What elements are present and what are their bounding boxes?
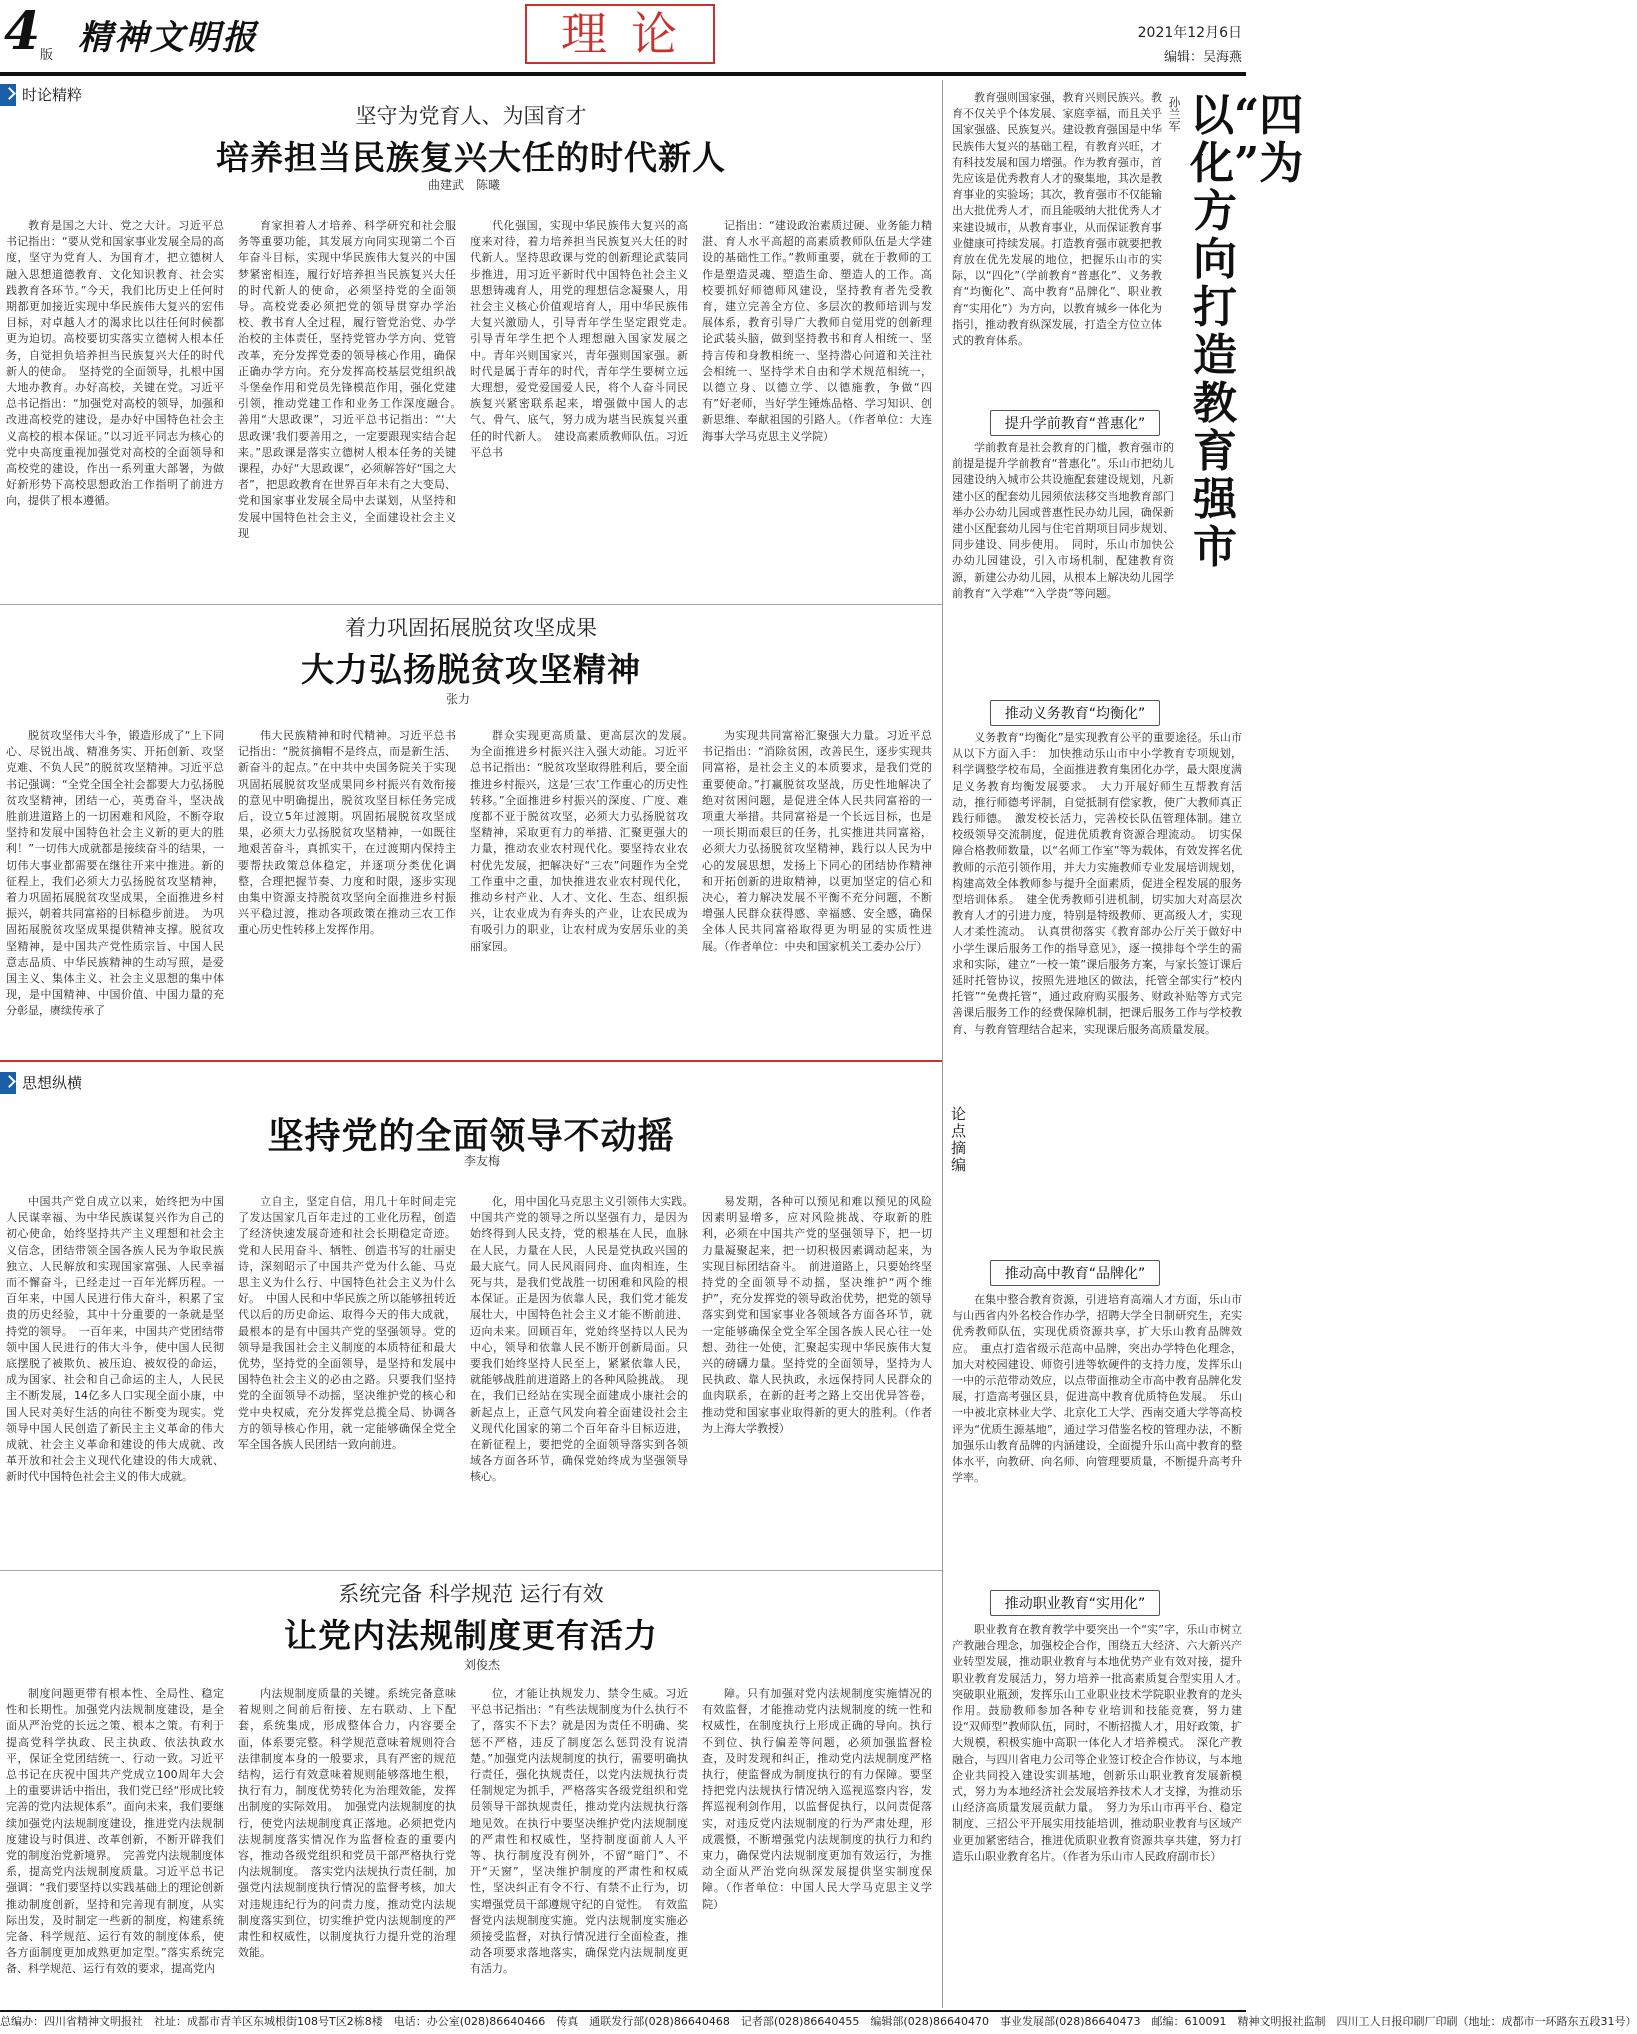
article4-column-1: 制度问题更带有根本性、全局性、稳定性和长期性。加强党内法规制度建设，是全面从严治党的长远之策、根本之策。有利于提高党科学执政、民主执政、依法执政水平，保证全党团结统一、行动一致。习近平总书记在庆祝中国共产党成立100周年大会上的重要讲话中指出，我们党已经“形成比较完善的党内法规体系”。面向未来，我们要继续加强党内法规制度建设，推进党内法规制度建设与时俱进、改革创新，不断开辟我们党的制度治党新境界。 完善党内法规制度体系，提高党内法规制度质量。习近平总书记强调：“我们要坚持以实践基础上的理论创新推动制度创新，坚持和完善现有制度，从实际出发，及时制定一些新的制度，构建系统完备、科学规范、运行有效的制度体系，使各方面制度更加成熟更加定型。”落实系统完备、科学规范、运行有效的要求，提高党内 [6, 1687, 224, 1976]
article3-column-2: 立自主，坚定自信，用几十年时间走完了发达国家几百年走过的工业化历程，创造了经济快速发展奇迹和社会长期稳定奇迹。党和人民用奋斗、牺牲、创造书写的壮丽史诗，深刻昭示了中国共产党为什么能、马克思主义为什么行、中国特色社会主义为什么好。 中国人民和中华民族之所以能够扭转近代以后的历史命运、取得今天的伟大成就，最根本的是有中国共产党的坚强领导。党的领导是我国社会主义制度的本质特征和最大优势，坚持党的全面领导，是坚持和发展中国特色社会主义的必由之路。只要我们坚持党的全面领导不动摇，坚决维护党的核心和党中央权威，充分发挥党总揽全局、协调各方的领导核心作用，就一定能够确保全党全军全国各族人民团结一致向前进。 [238, 1195, 456, 1452]
article3-column-4: 易发期，各种可以预见和难以预见的风险因素明显增多，应对风险挑战、夺取新的胜利，必须在中国共产党的坚强领导下，把一切力量凝聚起来，把一切积极因素调动起来，为实现目标团结奋斗。 前进道路上，只要始终坚持党的全面领导不动摇，坚决维护“两个维护”，充分发挥党的领导政治优势，把党的领导落实到党和国家事业各领域各方面各环节，就一定能够确保全党全军全国各族人民心往一处想、劲往一处使，汇聚起实现中华民族伟大复兴的磅礴力量。坚持党的全面领导，坚持为人民执政、靠人民执政，永远保持同人民群众的血肉联系，在新的赶考之路上交出优异答卷，推动党和国家事业取得新的更大的胜利。（作者为上海大学教授） [702, 1195, 932, 1435]
side-label: 论点摘编 [946, 1100, 971, 1200]
article1-column-2: 育家担着人才培养、科学研究和社会服务等重要功能，其发展方向同实现第二个百年奋斗目标，实现中华民族伟大复兴的中国梦紧密相连，履行好培养担当民族复兴大任的时代新人的使命，必须坚持党的全面领导。高校党委必须把党的领导贯穿办学治校、教书育人全过程，履行管党治党、办学治校的主体责任，坚持党管办学方向、党管改革，充分发挥党委的领导核心作用，确保正确办学方向。充分发挥高校基层党组织战斗堡垒作用和党员先锋模范作用，强化党建引领，推动党建工作和业务工作深度融合。 善用“大思政课”，习近平总书记指出：“‘大思政课’我们要善用之，一定要跟现实结合起来。”思政课是落实立德树人根本任务的关键课程，办好“大思政课”，必须解答好“国之大者”，把思政教育在世界百年未有之大变局、党和国家事业发展全局中去谋划，从坚持和发展中国特色社会主义，全面建设社会主义现 [238, 219, 467, 540]
article2-headline: 大力弘扬脱贫攻坚精神 [301, 650, 641, 689]
article-divider [0, 1570, 942, 1571]
article1-column-4: 记指出：“建设政治素质过硬、业务能力精湛、育人水平高超的高素质教师队伍是大学建设的基础性工作。”教师重要，就在于教师的工作是塑造灵魂、塑造生命、塑造人的工作。高校要抓好师德师风建设，坚持教育者先受教育，建立完善全方位、多层次的教师培训与发展体系，教育引导广大教师自觉用党的创新理论武装头脑，做到坚持教书和育人相统一、坚持言传和身教相统一、坚持潜心问道和关注社会相统一、坚持学术自由和学术规范相统一，以德立身、以德立学、以德施教，争做“四有”好老师，当好学生锤炼品格、学习知识、创新思维、奉献祖国的引路人。（作者单位：大连海事大学马克思主义学院） [702, 219, 932, 443]
article-divider [0, 604, 942, 605]
article1-column-3: 代化强国，实现中华民族伟大复兴的高度来对待，着力培养担当民族复兴大任的时代新人。坚持思政课与党的创新理论武装同步推进，用习近平新时代中国特色社会主义思想铸魂育人，用党的理想信念凝聚人，用社会主义核心价值观培育人，用中华民族伟大复兴激励人，引导青年学生坚定跟党走。 引导青年学生把个人理想融入国家发展之中。青年兴则国家兴，青年强则国家强。新时代是属于青年的时代，青年学生要树立远大理想，爱党爱国爱人民，将个人奋斗同民族复兴紧密联系起来，增强做中国人的志气、骨气、底气，努力成为堪当民族复兴重任的时代新人。 建设高素质教师队伍。习近平总书 [470, 219, 699, 459]
right-intro: 教育强则国家强，教育兴则民族兴。教育不仅关乎个体发展、家庭幸福，而且关乎国家强盛、民族复兴。建设教育强国是中华民族伟大复兴的基础工程，有教育兴旺，才有科技发展和国力增强。作为教育强市，首先应该是优秀教育人才的聚集地，其次是教育事业的实验场；其次，教育强市不仅能输出大批优秀人才，而且能吸纳大批优秀人才来建设城市，从教育事业，从而保证教育事业健康可持续发展。打造教育强市就要把教育放在优先发展的地位，把握乐山市的实际，以“四化”（学前教育“普惠化”、义务教育“均衡化”、高中教育“品牌化”、职业教育“实用化”）为方向，以教育城乡一体化为指引，推动教育纵深发展，打造全方位立体式的教育体系。 [952, 91, 1162, 348]
page-number: 4 [4, 1, 41, 62]
section-title: 理论 [525, 4, 715, 64]
right-subhead-2: 推动义务教育“均衡化” [990, 700, 1160, 726]
footer-rule [0, 2010, 1246, 2012]
article1-column-1: 教育是国之大计、党之大计。习近平总书记指出：“要从党和国家事业发展全局的高度，坚守为党育人、为国育才，把立德树人融入思想道德教育、文化知识教育、社会实践教育各环节。”今天，我们比历史上任何时期都更加接近实现中华民族伟大复兴的宏伟目标，对卓越人才的渴求比以往任何时候都更为迫切。高校要切实落实立德树人根本任务，自觉担负培养担当民族复兴大任的时代新人的使命。 坚持党的全面领导，扎根中国大地办教育。办好高校，关键在党。习近平总书记指出：“加强党对高校的领导，加强和改进高校党的建设，是办好中国特色社会主义高校的根本保证。”以习近平同志为核心的党中央高度重视加强党对高校的全面领导和高校党的建设，作出一系列重大部署，为做好新形势下高校思想政治工作指明了前进方向，提供了根本遵循。 [6, 219, 224, 508]
article3-headline: 坚持党的全面领导不动摇 [267, 1116, 675, 1157]
article3-author: 李友梅 [463, 1154, 500, 1168]
editor-credit: 编辑：吴海燕 [1163, 50, 1242, 65]
newspaper-name: 精神文明报 [78, 18, 258, 58]
right-subhead-3: 推动高中教育“品牌化” [990, 1260, 1160, 1286]
right-body-2: 义务教育“均衡化”是实现教育公平的重要途径。乐山市从以下方面入手： 加快推动乐山市中小学教育专项规划，科学调整学校布局，全面推进教育集团化办学，最大限度满足义务教育均衡发展要求。 大力开展好师生互帮教育活动，推行师德考评制，自觉抵制有偿家教，使广大教师真正践行师德。 激发校长活力，完善校长队伍管理体制。建立校级领导交流制度，促进优质教育资源合理流动。 切实保障合格教师数量，以“名师工作室”等为载体，有效发挥名优教师的示范引领作用，并大力实施教师专业发展培训规划，构建高效全体教师参与提升全面素质，促进全程发展的服务型培训体系。 建全优秀教师引进机制，切实加大对高层次教育人才的引进力度，特别是特级教师、更高级人才，实现人才柔性流动。 认真贯彻落实《教育部办公厅关于做好中小学生课后服务工作的指导意见》，逐一摸排每个学生的需求和实际，建立“一校一策”课后服务方案，与家长签订课后延时托管协议，按照先进地区的做法，托管全部实行“校内托管”“免费托管”，通过政府购买服务、财政补贴等方式完善课后服务工作的经费保障机制，把课后服务工作与学校教育、与教育管理结合起来，实现课后服务高质量发展。 [952, 731, 1242, 1036]
right-byline: 孙兰军 [1167, 96, 1181, 132]
article4-column-3: 位，才能让执规发力、禁令生威。习近平总书记指出：“有些法规制度为什么执行不了，落实不下去？就是因为责任不明确、奖惩不严格，违反了制度怎么惩罚没有说清楚。”加强党内法规制度的执行，需要明确执行责任，强化执规责任，以党内法规执行责任制规定为抓手，严格落实各级党组织和党员领导干部执规责任，推动党内法规执行落地见效。在执行中要坚决维护党内法规制度的严肃性和权威性，坚持制度面前人人平等、执行制度没有例外，不留“暗门”、不开“天窗”，坚决维护制度的严肃性和权威性，坚决纠正有令不行、有禁不止行为，切实增强党员干部遵规守纪的自觉性。 有效监督党内法规制度实施。党内法规制度实施必须接受监督，对执行情况进行全面检查，推动各项要求落地落实，确保党内法规制度更有活力。 [470, 1687, 688, 1976]
article1-author: 曲建武 陈曦 [427, 178, 500, 192]
right-title: 以“四化”为方向 打造教育强市 [1190, 90, 1304, 573]
article2-column-3: 群众实现更高质量、更高层次的发展。 为全面推进乡村振兴注入强大动能。习近平总书记指出：“脱贫攻坚取得胜利后，要全面推进乡村振兴，这是‘三农’工作重心的历史性转移。”全面推进乡村振兴的深度、广度、难度都不亚于脱贫攻坚，必须大力弘扬脱贫攻坚精神，采取更有力的举措、汇聚更强大的力量，推动农业农村现代化。要坚持农业农村优先发展，把解决好“三农”问题作为全党工作重中之重，加快推进农业农村现代化，推动乡村产业、人才、文化、生态、组织振兴，让农业成为有奔头的产业，让农民成为有吸引力的职业，让农村成为安居乐业的美丽家园。 [470, 729, 699, 953]
article2-kicker: 着力巩固拓展脱贫攻坚成果 [345, 616, 597, 640]
column-separator [942, 80, 943, 2008]
ban-label: 版 [40, 48, 54, 63]
right-body-3: 在集中整合教育资源，引进培育高端人才方面，乐山市与山西省内外名校合作办学，招聘大学全日制研究生，充实优秀教师队伍，实现优质资源共享，扩大乐山教育品牌效应。 重点打造省级示范高中品牌，突出办学特色化理念，加大对校园建设、师资引进等软硬件的支持力度，发挥乐山一中的示范带动效应，以点带面推动全市高中教育品牌化发展，打造高考强区县，促进高中教育优质特色发展。 乐山一中被北京林业大学、北京化工大学、西南交通大学等高校评为“优质生源基地”，通过学习借鉴名校的管理办法，不断加强乐山教育品牌的内涵建设，全面提升乐山高中教育的整体水平，向教研、向名师、向管理要质量，不断提升高考升学率。 [952, 1293, 1242, 1485]
article2-column-1: 脱贫攻坚伟大斗争，锻造形成了“上下同心、尽锐出战、精准务实、开拓创新、攻坚克难、不负人民”的脱贫攻坚精神。习近平总书记强调：“全党全国全社会都要大力弘扬脱贫攻坚精神，团结一心，英勇奋斗，坚决战胜前进道路上的一切困难和风险，不断夺取坚持和发展中国特色社会主义新的更大的胜利！”一切伟大成就都是接续奋斗的结果，一切伟大事业都需要在继往开来中推进。新的征程上，我们必须大力弘扬脱贫攻坚精神，着力巩固拓展脱贫攻坚成果，全面推进乡村振兴，朝着共同富裕的目标稳步前进。 为巩固拓展脱贫攻坚成果提供精神支撑。脱贫攻坚精神，是中国共产党性质宗旨、中国人民意志品质、中华民族精神的生动写照，是爱国主义、集体主义、社会主义思想的集中体现，是中国精神、中国价值、中国力量的充分彰显，赓续传承了 [6, 729, 224, 1018]
article4-author: 刘俊杰 [463, 1658, 500, 1672]
article-divider [0, 1060, 942, 1062]
article4-headline: 让党内法规制度更有活力 [284, 1616, 658, 1655]
right-body-1: 学前教育是社会教育的门槛，教育强市的前提是提升学前教育“普惠化”。乐山市把幼儿园建设纳入城市公共设施配套建设规划，凡新建小区的配套幼儿园须依法移交当地教育部门举办公办幼儿园或普惠性民办幼儿园，确保新建小区配套幼儿园与住宅首期项目同步规划、同步建设、同步使用。 同时，乐山市加快公办幼儿园建设，引入市场机制，配建教育资源，新建公办幼儿园，从根本上解决幼儿园学前教育“入学难”“入学贵”等问题。 [952, 441, 1174, 600]
masthead [0, 0, 1246, 70]
right-subhead-1: 提升学前教育“普惠化” [990, 410, 1160, 436]
article2-column-2: 伟大民族精神和时代精神。习近平总书记指出：“脱贫摘帽不是终点，而是新生活、新奋斗的起点。”在中共中央国务院关于实现巩固拓展脱贫攻坚成果同乡村振兴有效衔接的意见中明确提出，脱贫攻坚目标任务完成后，设立5年过渡期。巩固拓展脱贫攻坚成果，必须大力弘扬脱贫攻坚精神，一如既往地艰苦奋斗，真抓实干，在过渡期内保持主要帮扶政策总体稳定，并逐项分类优化调整，合理把握节奏、力度和时限，逐步实现由集中资源支持脱贫攻坚向全面推进乡村振兴平稳过渡，推动各项政策在推动三农工作重心历史性转移上发挥作用。 [238, 729, 456, 937]
article3-column-1: 中国共产党自成立以来，始终把为中国人民谋幸福、为中华民族谋复兴作为自己的初心使命，始终坚持共产主义理想和社会主义信念，团结带领全国各族人民为争取民族独立、人民解放和实现国家富强、人民幸福而不懈奋斗，已经走过一百年光辉历程。一百年来，中国人民进行伟大奋斗，积累了宝贵的历史经验，其中十分重要的一条就是坚持党的领导。 一百年来，中国共产党团结带领中国人民进行的伟大斗争，使中国人民彻底摆脱了被欺负、被压迫、被奴役的命运，成为国家、社会和自己命运的主人，人民民主不断发展，14亿多人口实现全面小康，中国人民对美好生活的向往不断变为现实。党领导中国人民创造了新民主主义革命的伟大成就、社会主义革命和建设的伟大成就、改革开放和社会主义现代化建设的伟大成就、新时代中国特色社会主义的伟大成就。 [6, 1195, 224, 1484]
article4-kicker: 系统完备 科学规范 运行有效 [338, 1582, 604, 1606]
right-body-4: 职业教育在教育教学中要突出一个“实”字，乐山市树立产教融合理念，加强校企合作，围绕五大经济、六大新兴产业转型发展，推动职业教育与本地优势产业有效对接，提升职业教育发展活力，努力培养一批高素质复合型实用人才。 突破职业瓶颈，发挥乐山工业职业技术学院职业教育的龙头作用。鼓励教师参加各种专业培训和技能竞赛，努力建设“双师型”教师队伍，同时，不断招揽人才，用好政策，扩大规模，积极实施中高职一体化人才培养模式。 深化产教融合，与四川省电力公司等企业签订校企合作协议，与本地企业共同投入建设实训基地，创新乐山职业教育发展新模式，努力为本地经济社会发展培养技术人才支撑，为推动乐山经济高质量发展贡献力量。 努力为乐山市再平台、稳定制度、三招公平开展实用技能培训，推动职业教育与区域产业更加紧密结合，推进优质职业教育资源共享共建，努力打造乐山职业教育名片。（作者为乐山市人民政府副市长） [952, 1623, 1253, 1863]
right-subhead-4: 推动职业教育“实用化” [990, 1590, 1160, 1616]
article2-column-4: 为实现共同富裕汇聚强大力量。习近平总书记指出：“消除贫困，改善民生，逐步实现共同富裕，是社会主义的本质要求，是我们党的重要使命。”打赢脱贫攻坚战，历史性地解决了绝对贫困问题，是促进全体人民共同富裕的一项重大举措。共同富裕是一个长远目标，也是一项长期而艰巨的任务，扎实推进共同富裕，必须大力弘扬脱贫攻坚精神，践行以人民为中心的发展思想，发扬上下同心的团结协作精神和开拓创新的进取精神，以更加坚定的信心和决心，着力解决发展不平衡不充分问题，不断增强人民群众获得感、幸福感、安全感，确保全体人民共同富裕取得更为明显的实质性进展。（作者单位：中央和国家机关工委办公厅） [702, 729, 932, 953]
section-tag-shilun: 时论精粹 [0, 84, 82, 106]
article1-kicker: 坚守为党育人、为国育才 [355, 104, 587, 128]
article2-author: 张力 [445, 692, 470, 706]
article3-column-3: 化，用中国化马克思主义引领伟大实践。 中国共产党的领导之所以坚强有力，是因为始终得到人民支持，党的根基在人民，血脉在人民，力量在人民，人民是党执政兴国的最大底气。同人民风雨同舟、血肉相连，生死与共，是我们党战胜一切困难和风险的根本保证。正是因为依靠人民，我们党才能发展壮大，中国特色社会主义才能不断前进、迈向未来。回顾百年，党始终坚持以人民为中心，领导和依靠人民不断开创新局面。只要我们始终坚持人民至上，紧紧依靠人民，就能够战胜前进道路上的各种风险挑战。 现在，我们已经站在实现全面建成小康社会的新起点上，正意气风发向着全面建设社会主义现代化国家的第二个百年奋斗目标迈进，在新征程上，要把党的全面领导落实到各领域各方面各环节，确保党始终成为坚强领导核心。 [470, 1195, 699, 1484]
issue-date: 2021年12月6日 [1137, 25, 1242, 41]
section-tag-sixiang: 思想纵横 [0, 1072, 82, 1094]
article4-column-4: 障。只有加强对党内法规制度实施情况的有效监督，才能推动党内法规制度的统一性和权威性，在制度执行上形成正确的导向。执行不到位、执行偏差等问题，必须加强监督检查，及时发现和纠正，推动党内法规制度严格执行，使监督成为制度执行的有力保障。要坚持把党内法规执行情况纳入巡视巡察内容，发挥巡视利剑作用，以监督促执行，以问责促落实，对违反党内法规制度的行为严肃处理，形成震慑，不断增强党内法规制度的执行力和约束力，确保党内法规制度更加有效运行，为推动全面从严治党向纵深发展提供坚实制度保障。（作者单位：中国人民大学马克思主义学院） [702, 1687, 932, 1911]
footer: 总编办：四川省精神文明报社 社址：成都市青羊区东城根街108号T区2栋8楼 电话：办公室(028)86640466 传真 通联发行部(028)86640468 记者部(028)86640455 编辑部(028)86640470 事业发展部(028)86640473 邮编：610091 精神文明报社监制 四川工人日报印刷厂印刷（地址：成都市一环路东五段31号） [0, 2015, 1637, 2028]
article4-column-2: 内法规制度质量的关键。系统完备意味着规则之间前后衔接、左右联动、上下配套，系统集成，形成整体合力，内容要全面，体系要完整。科学规范意味着规则符合法律制度本身的一般要求，具有严密的规范结构，运行有效意味着规则能够落地生根，执行有力，制度优势转化为治理效能，发挥出制度的实际效用。 加强党内法规制度的执行，使党内法规制度真正落地。必须把党内法规制度落实情况作为监督检查的重要内容，推动各级党组织和党员干部严格执行党内法规制度。 落实党内法规执行责任制，加强党内法规制度执行情况的监督考核，加大对违规违纪行为的问责力度，推动党内法规制度落实到位，切实维护党内法规制度的严肃性和权威性，以制度执行力提升党的治理效能。 [238, 1687, 456, 1960]
masthead-rule [0, 72, 1246, 76]
article1-headline: 培养担当民族复兴大任的时代新人 [216, 138, 726, 177]
